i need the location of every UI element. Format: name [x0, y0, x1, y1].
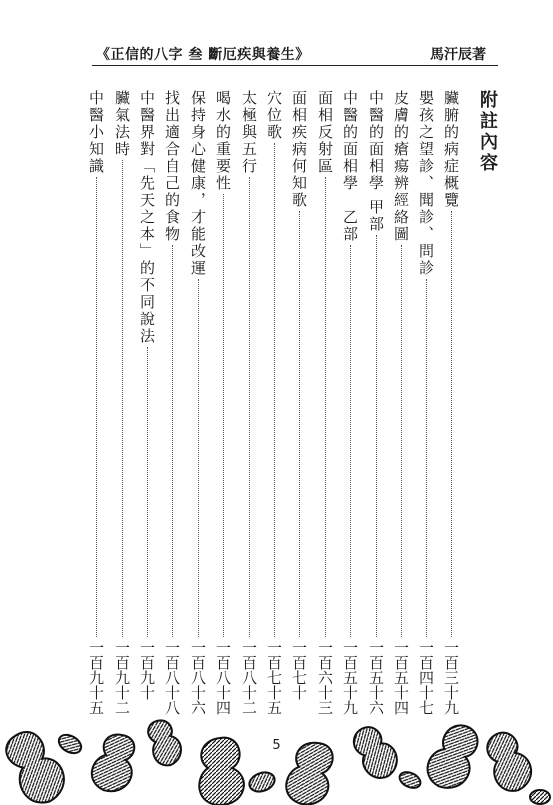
- dotted-leader: [249, 177, 250, 637]
- toc-entry-title: 面相反射區: [316, 90, 334, 175]
- dotted-leader: [451, 211, 452, 637]
- toc-entry-title: 中醫界對「先天之本」的不同說法: [138, 90, 156, 345]
- dotted-leader: [426, 279, 427, 637]
- toc-entry-title: 臟腑的病症概覽: [442, 90, 460, 209]
- toc-entry-page: 一百九十二: [113, 640, 131, 715]
- page-header: [0, 0, 553, 70]
- toc-entry-page: 一百九十: [138, 640, 156, 700]
- dotted-leader: [96, 177, 97, 637]
- dotted-leader: [376, 235, 377, 637]
- toc-entry-title: 臟氣法時: [113, 90, 131, 158]
- dotted-leader: [147, 347, 148, 637]
- toc-entry-title: 中醫小知識: [87, 90, 105, 175]
- toc-entry[interactable]: [111, 90, 133, 732]
- toc-entry-page: 一百八十四: [214, 640, 232, 715]
- book-title: 《正信的八字 叁 斷厄疾與養生》: [96, 47, 310, 63]
- toc-entry[interactable]: [390, 90, 412, 732]
- dotted-leader: [299, 211, 300, 637]
- toc-entry-page: 一百四十七: [417, 640, 435, 715]
- toc-entry-page: 一百三十九: [442, 640, 460, 715]
- toc-heading: 附註內容: [477, 90, 498, 174]
- header-rule: [92, 65, 498, 66]
- toc-entry[interactable]: [263, 90, 285, 732]
- toc-entry[interactable]: [187, 90, 209, 732]
- dotted-leader: [172, 245, 173, 637]
- toc-entry[interactable]: [339, 90, 361, 732]
- toc-entry[interactable]: [314, 90, 336, 732]
- toc-entry-title: 保持身心健康，才能改運: [189, 90, 207, 277]
- gourd-pattern-icon: [0, 712, 553, 805]
- toc-entry-title: 喝水的重要性: [214, 90, 232, 192]
- toc-entry-title: 中醫的面相學 甲部: [367, 90, 385, 233]
- toc-entry-page: 一百八十二: [240, 640, 258, 715]
- toc-entry-page: 一百五十六: [367, 640, 385, 715]
- toc-entry[interactable]: [238, 90, 260, 732]
- toc-entry-title: 皮膚的瘡瘍辨經絡圖: [392, 90, 410, 243]
- toc-entry-title: 太極與五行: [240, 90, 258, 175]
- toc-entry-title: 找出適合自己的食物: [163, 90, 181, 243]
- toc-entry[interactable]: [161, 90, 183, 732]
- toc-entry[interactable]: [288, 90, 310, 732]
- toc-entry-title: 嬰孩之望診、聞診、問診: [417, 90, 435, 277]
- toc-entry[interactable]: [415, 90, 437, 732]
- toc-entry-page: 一百八十八: [163, 640, 181, 715]
- toc-entry-page: 一百七十五: [265, 640, 283, 715]
- dotted-leader: [274, 143, 275, 637]
- toc-entry-page: 一百六十三: [316, 640, 334, 715]
- page-number: 5: [272, 738, 281, 753]
- toc-entry-title: 中醫的面相學 乙部: [341, 90, 359, 243]
- dotted-leader: [122, 160, 123, 637]
- dotted-leader: [350, 245, 351, 637]
- toc-entry-page: 一百五十四: [392, 640, 410, 715]
- toc-entry-page: 一百八十六: [189, 640, 207, 715]
- toc-entry[interactable]: [365, 90, 387, 732]
- toc-entry[interactable]: [212, 90, 234, 732]
- toc-entry[interactable]: [136, 90, 158, 732]
- dotted-leader: [325, 177, 326, 637]
- toc-entry-title: 面相疾病何知歌: [290, 90, 308, 209]
- toc-entry-title: 穴位歌: [265, 90, 283, 141]
- dotted-leader: [198, 279, 199, 637]
- dotted-leader: [223, 194, 224, 637]
- toc-entry-page: 一百七十: [290, 640, 308, 700]
- dotted-leader: [401, 245, 402, 637]
- author-name: 馬汗辰著: [430, 47, 486, 63]
- toc-entry[interactable]: [85, 90, 107, 732]
- toc-entry-page: 一百五十九: [341, 640, 359, 715]
- toc-entry-page: 一百九十五: [87, 640, 105, 715]
- toc-entry[interactable]: [440, 90, 462, 732]
